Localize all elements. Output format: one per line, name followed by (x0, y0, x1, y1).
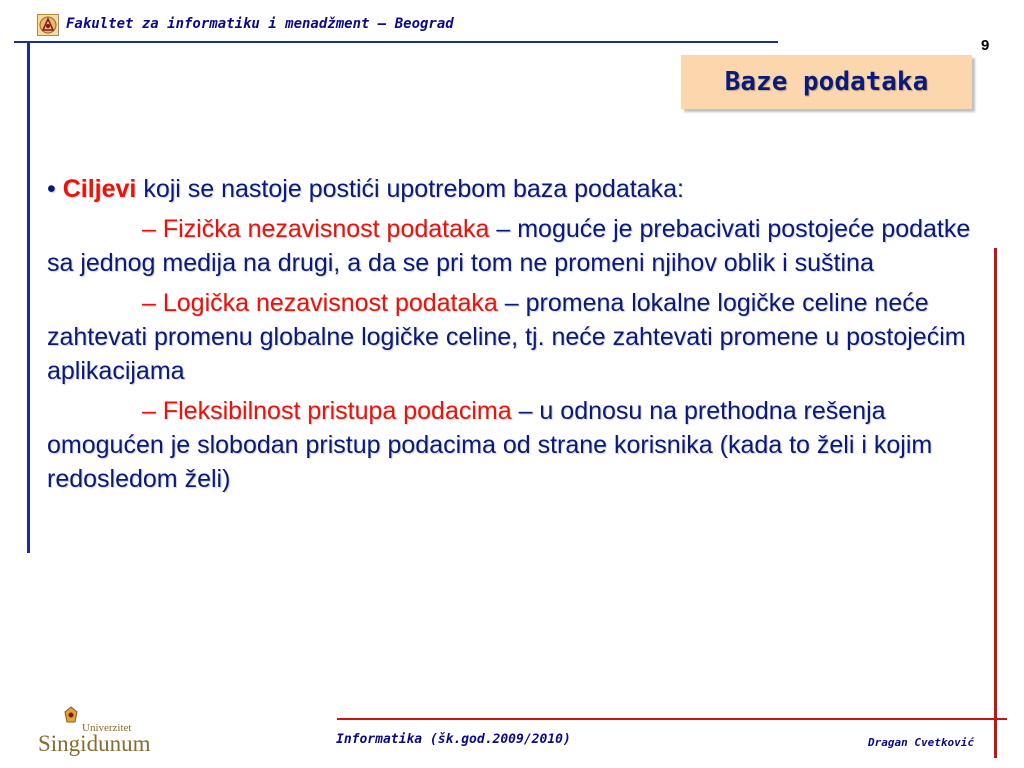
university-crest-icon (63, 706, 79, 724)
faculty-name: Fakultet za informatiku i menadžment – Beograd (66, 16, 454, 32)
intro-paragraph (47, 172, 977, 206)
goal-term: Fleksibilnost pristupa podacima (162, 397, 512, 425)
course-label: Informatika (šk.god.2009/2010) (336, 732, 571, 747)
goal-dash: – (142, 215, 163, 243)
university-logo-text: Singidunum (38, 731, 151, 756)
goal-item (47, 286, 977, 388)
goal-dash: – (142, 397, 163, 425)
author-label: Dragan Cvetković (868, 736, 974, 749)
goal-item (47, 394, 977, 496)
page-number: 9 (981, 37, 990, 54)
goal-description: – promena lokalne logičke celine neće zahtevati promenu globalne logičke celine, tj. neće zahtevati promene u postojećim aplikacijama (47, 289, 966, 385)
footer-divider (337, 718, 1007, 720)
left-accent-line (27, 41, 30, 553)
goal-term: Fizička nezavisnost podataka (162, 215, 490, 243)
slide-title: Baze podataka (724, 67, 929, 97)
header-divider (14, 41, 778, 43)
goal-description: – moguće je prebacivati postojeće podatke sa jednog medija na drugi, a da se pri tom ne promeni njihov oblik i suština (47, 215, 971, 277)
intro-text: koji se nastoje postići upotrebom baza podataka: (136, 175, 684, 203)
goal-description: – u odnosu na prethodna rešenja omogućen je slobodan pristup podacima od strane korisnika (kada to želi i kojim redosledom želi) (47, 397, 933, 493)
slide-content (47, 172, 977, 502)
goal-term: Logička nezavisnost podataka (162, 289, 498, 317)
goal-item (47, 212, 977, 280)
bullet-mark: • (47, 175, 56, 203)
faculty-logo-icon (37, 14, 59, 36)
intro-highlight: Ciljevi (62, 175, 137, 203)
goal-dash: – (142, 289, 163, 317)
right-accent-line (994, 248, 997, 758)
university-label: Univerzitet (82, 722, 132, 734)
slide-title-box (681, 55, 972, 109)
